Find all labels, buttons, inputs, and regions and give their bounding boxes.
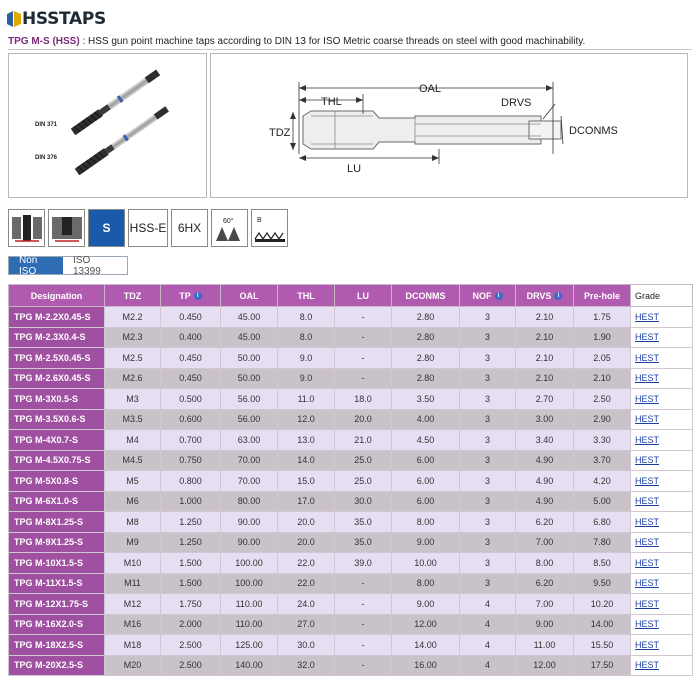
cell-value: 6.00 (392, 450, 460, 471)
cell-value: 3.70 (574, 450, 631, 471)
cell-value: 3 (460, 450, 516, 471)
cell-value: 3 (460, 389, 516, 410)
cell-value: 6.00 (392, 471, 460, 492)
grade-link[interactable]: HEST (635, 516, 660, 527)
table-row (9, 594, 693, 615)
cell-value: 9.00 (392, 594, 460, 615)
cell-grade (631, 655, 693, 676)
cell-value: 8.50 (574, 553, 631, 574)
grade-link[interactable]: HEST (635, 311, 660, 322)
table-row (9, 491, 693, 512)
info-icon[interactable]: i (495, 292, 503, 300)
cell-value: 80.00 (221, 491, 278, 512)
cell-value: 15.50 (574, 635, 631, 656)
cell-value: 2.500 (161, 635, 221, 656)
through-hole-icon (8, 209, 45, 247)
cell-value: M3.5 (105, 409, 161, 430)
cell-value: 32.0 (278, 655, 335, 676)
cell-value: 2.90 (574, 409, 631, 430)
cell-value: 50.00 (221, 348, 278, 369)
cell-value: 0.450 (161, 368, 221, 389)
cell-value: 12.00 (392, 614, 460, 635)
cell-designation: TPG M-10X1.5-S (9, 553, 105, 574)
cell-value: - (335, 655, 392, 676)
cell-value: 3 (460, 368, 516, 389)
cell-value: 2.05 (574, 348, 631, 369)
col-tp (161, 285, 221, 307)
cell-value: 4 (460, 635, 516, 656)
cell-designation: TPG M-2.5X0.45-S (9, 348, 105, 369)
cell-value: 4.20 (574, 471, 631, 492)
cell-designation: TPG M-20X2.5-S (9, 655, 105, 676)
cell-value: 0.750 (161, 450, 221, 471)
cell-value: 90.00 (221, 532, 278, 553)
label-lu: LU (347, 163, 362, 175)
cell-designation: TPG M-4X0.7-S (9, 430, 105, 451)
cell-value: - (335, 594, 392, 615)
cell-value: 3 (460, 430, 516, 451)
cell-designation: TPG M-4.5X0.75-S (9, 450, 105, 471)
table-row (9, 348, 693, 369)
grade-link[interactable]: HEST (635, 578, 660, 589)
cell-value: M4 (105, 430, 161, 451)
cell-value: 1.90 (574, 327, 631, 348)
grade-link[interactable]: HEST (635, 619, 660, 630)
cell-value: 4.90 (516, 471, 574, 492)
col-grade: Grade (631, 285, 693, 307)
col-pre-hole: Pre-hole (574, 285, 631, 307)
cell-value: 2.10 (516, 307, 574, 328)
cell-designation: TPG M-2.3X0.4-S (9, 327, 105, 348)
cell-value: 3.40 (516, 430, 574, 451)
cell-value: 22.0 (278, 573, 335, 594)
cell-value: 0.600 (161, 409, 221, 430)
cell-grade (631, 491, 693, 512)
cell-value: 13.0 (278, 430, 335, 451)
chamfer-form-icon (251, 209, 288, 247)
cell-value: M6 (105, 491, 161, 512)
cell-grade (631, 307, 693, 328)
cell-designation: TPG M-3X0.5-S (9, 389, 105, 410)
cell-value: M2.6 (105, 368, 161, 389)
cell-grade (631, 430, 693, 451)
cell-grade (631, 471, 693, 492)
grade-link[interactable]: HEST (635, 434, 660, 445)
s-label-icon: S (88, 209, 125, 247)
cell-value: 110.00 (221, 594, 278, 615)
cell-value: 2.80 (392, 307, 460, 328)
label-drvs: DRVS (501, 97, 532, 109)
cell-value: 30.0 (335, 491, 392, 512)
logo-mark-icon (7, 11, 21, 27)
cell-value: 0.500 (161, 389, 221, 410)
col-lu: LU (335, 285, 392, 307)
cell-value: 17.50 (574, 655, 631, 676)
cell-value: 0.450 (161, 307, 221, 328)
taps-photo-illustration (9, 54, 206, 197)
tolerance-label: 6HX (171, 209, 208, 247)
tab-non-iso[interactable]: Non ISO (9, 257, 63, 274)
table-row (9, 553, 693, 574)
cell-value: 63.00 (221, 430, 278, 451)
cell-value: 35.0 (335, 512, 392, 533)
cell-value: 9.00 (392, 532, 460, 553)
tap-outline (303, 111, 561, 149)
col-thl: THL (278, 285, 335, 307)
cell-value: 3 (460, 512, 516, 533)
table-row (9, 655, 693, 676)
cell-value: 2.500 (161, 655, 221, 676)
angle-label: 60° (222, 218, 234, 225)
cell-value: M18 (105, 635, 161, 656)
cell-value: M10 (105, 553, 161, 574)
cell-value: - (335, 614, 392, 635)
cell-value: 7.80 (574, 532, 631, 553)
table-header-row (9, 285, 693, 307)
cell-value: 14.00 (574, 614, 631, 635)
cell-grade (631, 368, 693, 389)
cell-value: 2.000 (161, 614, 221, 635)
grade-link[interactable]: HEST (635, 598, 660, 609)
brand-logo (7, 9, 106, 29)
cell-value: 27.0 (278, 614, 335, 635)
cell-value: 70.00 (221, 450, 278, 471)
table-row (9, 430, 693, 451)
page-subtitle (8, 36, 585, 47)
cell-designation: TPG M-16X2.0-S (9, 614, 105, 635)
cell-value: 10.00 (392, 553, 460, 574)
product-description: : HSS gun point machine taps according to DIN 13 for ISO Metric coarse threads on steel with good machinability. (82, 36, 586, 47)
col-tp-label: TP (179, 290, 191, 301)
cell-value: 2.70 (516, 389, 574, 410)
info-icon[interactable]: i (554, 292, 562, 300)
cell-value: 12.00 (516, 655, 574, 676)
cell-value: 0.400 (161, 327, 221, 348)
col-drvs-label: DRVS (526, 290, 552, 301)
grade-link[interactable]: HEST (635, 660, 660, 671)
cell-value: 3.30 (574, 430, 631, 451)
cell-value: 7.00 (516, 594, 574, 615)
cell-value: 1.500 (161, 553, 221, 574)
cell-value: 6.20 (516, 512, 574, 533)
cell-value: 2.10 (516, 348, 574, 369)
grade-link[interactable]: HEST (635, 332, 660, 343)
cell-value: 100.00 (221, 553, 278, 574)
cell-grade (631, 635, 693, 656)
table-row (9, 368, 693, 389)
blind-hole-icon (48, 209, 85, 247)
table-row (9, 573, 693, 594)
cell-value: M2.5 (105, 348, 161, 369)
cell-value: 3 (460, 532, 516, 553)
cell-value: 9.00 (516, 614, 574, 635)
cell-designation: TPG M-3.5X0.6-S (9, 409, 105, 430)
cell-value: 2.10 (516, 368, 574, 389)
grade-link[interactable]: HEST (635, 414, 660, 425)
cell-value: M20 (105, 655, 161, 676)
cell-grade (631, 573, 693, 594)
cell-value: 8.0 (278, 327, 335, 348)
cell-grade (631, 327, 693, 348)
table-body (9, 307, 693, 676)
col-drvs (516, 285, 574, 307)
cell-value: 9.50 (574, 573, 631, 594)
cell-value: 4 (460, 614, 516, 635)
cell-designation: TPG M-5X0.8-S (9, 471, 105, 492)
cell-value: 14.0 (278, 450, 335, 471)
cell-grade (631, 409, 693, 430)
cell-value: 16.00 (392, 655, 460, 676)
product-photo (8, 53, 207, 198)
cell-designation: TPG M-11X1.5-S (9, 573, 105, 594)
grade-link[interactable]: HEST (635, 496, 660, 507)
cell-value: 20.0 (335, 409, 392, 430)
cell-grade (631, 512, 693, 533)
cell-value: 39.0 (335, 553, 392, 574)
col-designation: Designation (9, 285, 105, 307)
cell-grade (631, 348, 693, 369)
tab-iso-13399[interactable]: ISO 13399 (63, 257, 127, 274)
cell-value: 0.700 (161, 430, 221, 451)
cell-value: 4.90 (516, 491, 574, 512)
table-row (9, 307, 693, 328)
brand-name: HSSTAPS (22, 9, 106, 29)
cell-value: 3.50 (392, 389, 460, 410)
thread-angle-icon (211, 209, 248, 247)
cell-value: 25.0 (335, 471, 392, 492)
cell-value: 1.250 (161, 512, 221, 533)
label-dconms: DCONMS (569, 125, 618, 137)
cell-value: 8.0 (278, 307, 335, 328)
cell-value: 7.00 (516, 532, 574, 553)
cell-value: 1.750 (161, 594, 221, 615)
cell-value: 14.00 (392, 635, 460, 656)
tap-dimension-diagram (210, 53, 688, 198)
cell-value: 4 (460, 594, 516, 615)
cell-value: 10.20 (574, 594, 631, 615)
cell-value: - (335, 368, 392, 389)
cell-grade (631, 553, 693, 574)
cell-value: 6.80 (574, 512, 631, 533)
cell-value: 3 (460, 307, 516, 328)
cell-value: 45.00 (221, 327, 278, 348)
cell-grade (631, 532, 693, 553)
material-label: HSS-E (128, 209, 168, 247)
tap-specs-table (8, 284, 693, 676)
cell-value: 1.250 (161, 532, 221, 553)
cell-value: 125.00 (221, 635, 278, 656)
label-oal: OAL (419, 83, 442, 95)
cell-value: 2.80 (392, 368, 460, 389)
cell-value: 3 (460, 327, 516, 348)
cell-value: 50.00 (221, 368, 278, 389)
label-din371: DIN 371 (35, 122, 58, 128)
table-row (9, 614, 693, 635)
table-row (9, 450, 693, 471)
cell-value: 17.0 (278, 491, 335, 512)
cell-value: 24.0 (278, 594, 335, 615)
cell-value: 140.00 (221, 655, 278, 676)
grade-link[interactable]: HEST (635, 352, 660, 363)
cell-value: 2.50 (574, 389, 631, 410)
cell-value: - (335, 307, 392, 328)
cell-value: 110.00 (221, 614, 278, 635)
cell-value: 56.00 (221, 409, 278, 430)
grade-link[interactable]: HEST (635, 475, 660, 486)
info-icon[interactable]: i (194, 292, 202, 300)
table-row (9, 409, 693, 430)
cell-value: M9 (105, 532, 161, 553)
cell-value: 20.0 (278, 512, 335, 533)
cell-value: M16 (105, 614, 161, 635)
grade-link[interactable]: HEST (635, 455, 660, 466)
cell-value: 3 (460, 409, 516, 430)
cell-value: 25.0 (335, 450, 392, 471)
col-nof (460, 285, 516, 307)
cell-value: 8.00 (516, 553, 574, 574)
cell-designation: TPG M-6X1.0-S (9, 491, 105, 512)
table-row (9, 635, 693, 656)
col-oal: OAL (221, 285, 278, 307)
cell-value: 21.0 (335, 430, 392, 451)
table-row (9, 327, 693, 348)
cell-value: 20.0 (278, 532, 335, 553)
table-row (9, 389, 693, 410)
cell-grade (631, 450, 693, 471)
cell-value: M12 (105, 594, 161, 615)
cell-value: 9.0 (278, 348, 335, 369)
cell-grade (631, 594, 693, 615)
chamfer-label: B (256, 217, 262, 224)
grade-link[interactable]: HEST (635, 537, 660, 548)
label-din376: DIN 376 (35, 155, 58, 161)
cell-value: 9.0 (278, 368, 335, 389)
cell-designation: TPG M-2.6X0.45-S (9, 368, 105, 389)
cell-value: 12.0 (278, 409, 335, 430)
property-icons (8, 209, 288, 247)
table-row (9, 532, 693, 553)
standard-tabs (8, 256, 128, 275)
table-row (9, 512, 693, 533)
col-nof-label: NOF (472, 290, 492, 301)
cell-value: 0.800 (161, 471, 221, 492)
cell-value: 11.0 (278, 389, 335, 410)
label-tdz: TDZ (269, 127, 291, 139)
cell-value: 1.000 (161, 491, 221, 512)
cell-designation: TPG M-12X1.75-S (9, 594, 105, 615)
cell-value: M5 (105, 471, 161, 492)
col-tdz: TDZ (105, 285, 161, 307)
cell-value: 100.00 (221, 573, 278, 594)
cell-value: 2.10 (574, 368, 631, 389)
cell-value: 0.450 (161, 348, 221, 369)
cell-value: 8.00 (392, 512, 460, 533)
cell-designation: TPG M-18X2.5-S (9, 635, 105, 656)
cell-value: M8 (105, 512, 161, 533)
cell-value: - (335, 635, 392, 656)
label-thl: THL (321, 96, 342, 108)
cell-value: 18.0 (335, 389, 392, 410)
cell-value: 4 (460, 655, 516, 676)
cell-value: 90.00 (221, 512, 278, 533)
cell-designation: TPG M-2.2X0.45-S (9, 307, 105, 328)
col-dconms: DCONMS (392, 285, 460, 307)
table-row (9, 471, 693, 492)
cell-designation: TPG M-9X1.25-S (9, 532, 105, 553)
cell-grade (631, 389, 693, 410)
cell-designation: TPG M-8X1.25-S (9, 512, 105, 533)
product-code: TPG M-S (HSS) (8, 36, 80, 47)
cell-value: 30.0 (278, 635, 335, 656)
dimension-drawing (211, 54, 687, 197)
cell-value: 2.80 (392, 348, 460, 369)
cell-value: 1.500 (161, 573, 221, 594)
grade-link[interactable]: HEST (635, 393, 660, 404)
cell-value: 3 (460, 471, 516, 492)
cell-value: 11.00 (516, 635, 574, 656)
cell-value: 35.0 (335, 532, 392, 553)
cell-value: - (335, 348, 392, 369)
cell-value: 70.00 (221, 471, 278, 492)
cell-value: - (335, 573, 392, 594)
cell-value: 1.75 (574, 307, 631, 328)
cell-value: M3 (105, 389, 161, 410)
cell-value: 45.00 (221, 307, 278, 328)
grade-link[interactable]: HEST (635, 373, 660, 384)
cell-value: 2.80 (392, 327, 460, 348)
cell-value: 22.0 (278, 553, 335, 574)
header-divider (8, 49, 692, 50)
cell-value: 4.00 (392, 409, 460, 430)
cell-value: 5.00 (574, 491, 631, 512)
cell-grade (631, 614, 693, 635)
cell-value: M11 (105, 573, 161, 594)
cell-value: 3 (460, 491, 516, 512)
cell-value: - (335, 327, 392, 348)
cell-value: M2.3 (105, 327, 161, 348)
grade-link[interactable]: HEST (635, 639, 660, 650)
cell-value: 3 (460, 553, 516, 574)
cell-value: 6.00 (392, 491, 460, 512)
cell-value: 4.90 (516, 450, 574, 471)
cell-value: 15.0 (278, 471, 335, 492)
grade-link[interactable]: HEST (635, 557, 660, 568)
cell-value: 3.00 (516, 409, 574, 430)
cell-value: M4.5 (105, 450, 161, 471)
cell-value: 8.00 (392, 573, 460, 594)
cell-value: 56.00 (221, 389, 278, 410)
cell-value: 2.10 (516, 327, 574, 348)
cell-value: 3 (460, 348, 516, 369)
cell-value: 6.20 (516, 573, 574, 594)
cell-value: 4.50 (392, 430, 460, 451)
cell-value: M2.2 (105, 307, 161, 328)
cell-value: 3 (460, 573, 516, 594)
